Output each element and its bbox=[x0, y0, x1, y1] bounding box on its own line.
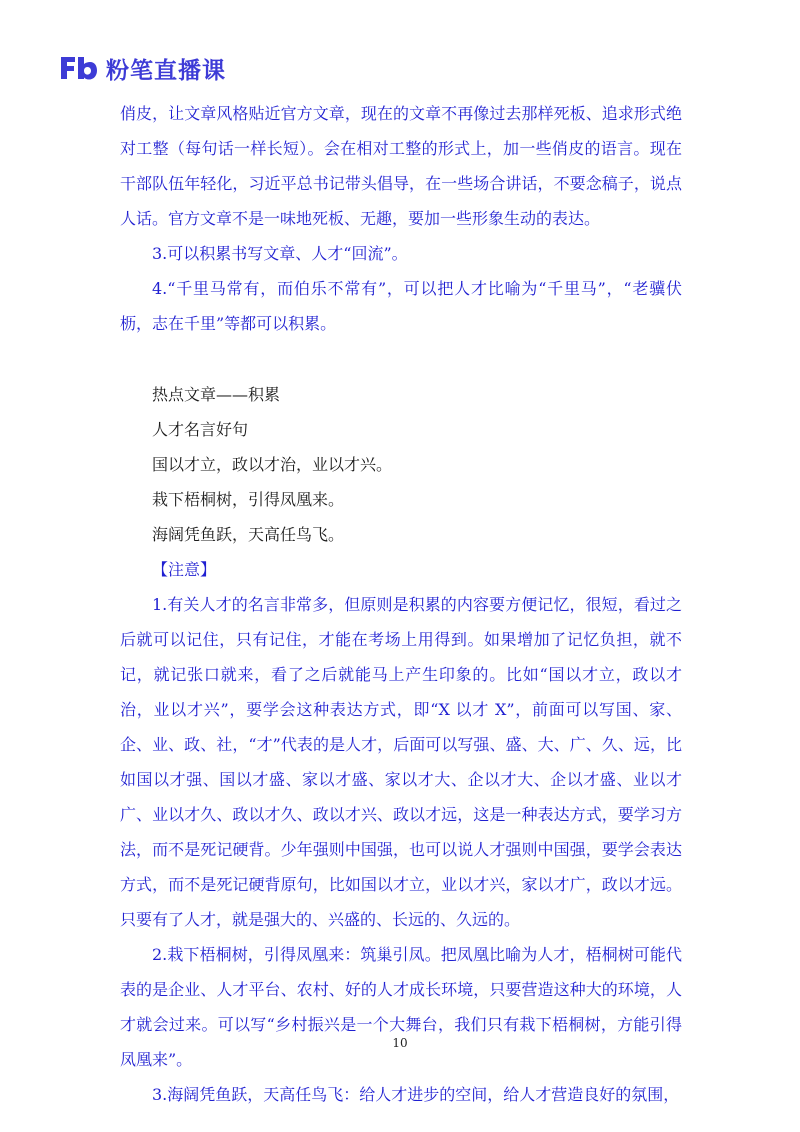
quote-line: 国以才立，政以才治，业以才兴。 bbox=[152, 455, 393, 474]
note-paragraph-2: 2.栽下梧桐树，引得凤凰来：筑巢引凤。把凤凰比喻为人才，梧桐树可能代表的是企业、人才平台、农村、好的人才成长环境，只要营造这种大的环境，人才就会过来。可以写“乡村振兴是一个大舞台，我们只有栽下梧桐树，方能引得凤凰来”。 bbox=[120, 945, 682, 1069]
brand-name: 粉笔直播课 bbox=[106, 57, 226, 84]
subsection-heading: 人才名言好句 bbox=[152, 420, 249, 439]
section-heading: 热点文章——积累 bbox=[152, 385, 281, 404]
quote-line: 海阔凭鱼跃，天高任鸟飞。 bbox=[152, 525, 345, 544]
header bbox=[58, 50, 226, 86]
note-paragraph-3: 3.海阔凭鱼跃，天高任鸟飞：给人才进步的空间，给人才营造良好的氛围， bbox=[152, 1085, 680, 1104]
fenbi-logo-icon bbox=[58, 55, 98, 81]
document-body bbox=[120, 96, 682, 1112]
note-heading: 【注意】 bbox=[152, 560, 217, 579]
page-number: 10 bbox=[392, 1036, 408, 1050]
paragraph-point-3: 3.可以积累书写文章、人才“回流”。 bbox=[152, 244, 408, 263]
quote-line: 栽下梧桐树，引得凤凰来。 bbox=[152, 490, 345, 509]
paragraph-gap bbox=[120, 341, 682, 377]
note-paragraph-1: 1.有关人才的名言非常多，但原则是积累的内容要方便记忆，很短，看过之后就可以记住，只有记住，才能在考场上用得到。如果增加了记忆负担，就不记，就记张口就来，看了之后就能马上产生印象的。比如“国以才立，政以才治，业以才兴”，要学会这种表达方式，即“X 以才 X”，前面可以写国、家、企、业、政、社，“才”代表的是人才，后面可以写强、盛、大、广、久、远，比如国以才强、国以才盛、家以才盛、家以才大、企以才大、企以才盛、业以才广、业以才久、政以才久、政以才兴、政以才远，这是一种表达方式，要学习方法，而不是死记硬背。少年强则中国强，也可以说人才强则中国强，要学会表达方式，而不是死记硬背原句，比如国以才立，业以才兴，家以才广，政以才远。只要有了人才，就是强大的、兴盛的、长远的、久远的。 bbox=[120, 595, 682, 929]
paragraph-continuation: 俏皮，让文章风格贴近官方文章，现在的文章不再像过去那样死板、追求形式绝对工整（每句话一样长短）。会在相对工整的形式上，加一些俏皮的语言。现在干部队伍年轻化，习近平总书记带头倡导，在一些场合讲话，不要念稿子，说点人话。官方文章不是一味地死板、无趣，要加一些形象生动的表达。 bbox=[120, 104, 682, 228]
paragraph-point-4: 4.“千里马常有，而伯乐不常有”，可以把人才比喻为“千里马”，“老骥伏枥，志在千里”等都可以积累。 bbox=[120, 279, 682, 333]
